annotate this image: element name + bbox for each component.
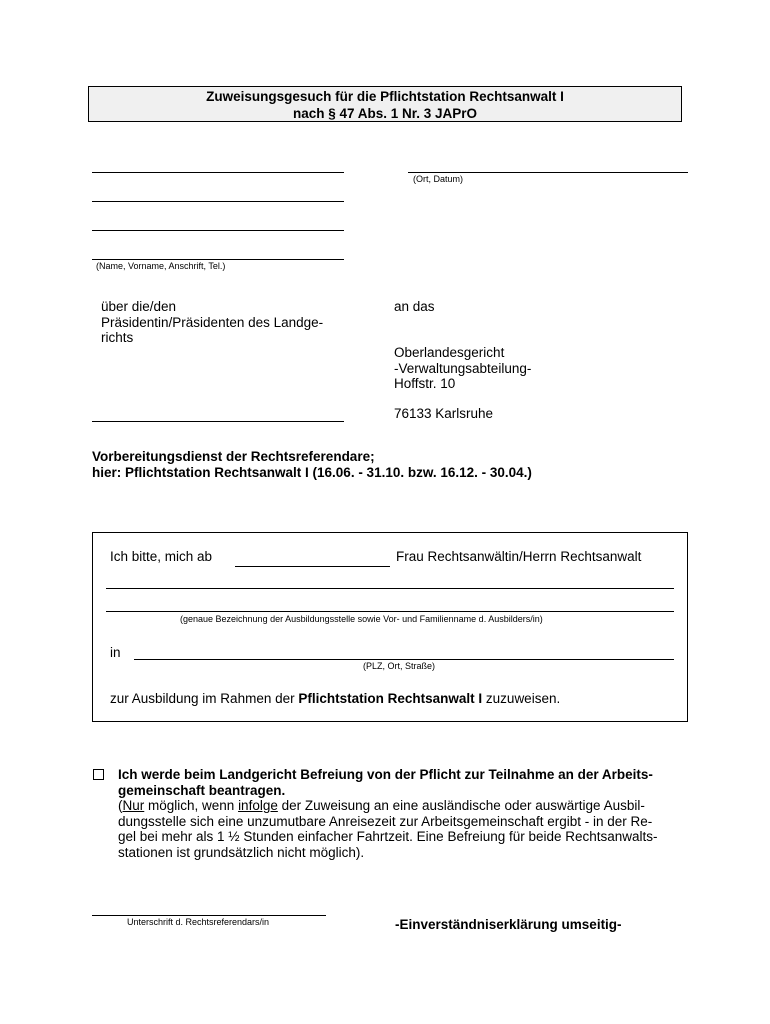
sender-line-2[interactable] — [92, 201, 344, 202]
trainer-label: (genaue Bezeichnung der Ausbildungsstelle sowie Vor- und Familienname d. Ausbilders/in) — [180, 614, 543, 624]
ort-datum-line[interactable] — [408, 172, 688, 173]
exemption-note-line-3: gel bei mehr als 1 ½ Stunden einfacher Fahrtzeit. Eine Befreiung für beide Rechtsanwalts- — [118, 829, 658, 844]
sender-line-3[interactable] — [92, 230, 344, 231]
subject-line-2: hier: Pflichtstation Rechtsanwalt I (16.06. - 31.10. bzw. 16.12. - 30.04.) — [92, 464, 532, 480]
exemption-note-line-1 — [118, 798, 678, 814]
in-label: in — [110, 645, 121, 660]
subject-block — [92, 449, 532, 480]
closing-suffix: zuzuweisen. — [485, 691, 561, 706]
recipient-line-2: -Verwaltungsabteilung- — [394, 360, 532, 376]
via-signature-line[interactable] — [92, 421, 344, 422]
ort-datum-label: (Ort, Datum) — [413, 174, 464, 184]
closing-sentence — [110, 691, 560, 707]
note-infolge: infolge — [238, 798, 278, 813]
signature-line[interactable] — [92, 915, 326, 916]
subject-line-1: Vorbereitungsdienst der Rechtsreferendare; — [92, 449, 375, 464]
via-block — [101, 299, 323, 346]
via-line-1: über die/den — [101, 299, 177, 314]
document-title — [88, 86, 682, 122]
exemption-note-line-4: stationen ist grundsätzlich nicht möglich). — [118, 844, 365, 860]
note-nur: Nur — [122, 798, 145, 813]
note-b: der Zuweisung an eine ausländische oder auswärtige Ausbil- — [277, 798, 645, 813]
exemption-bold-line-1: Ich werde beim Landgericht Befreiung von der Pflicht zur Teilnahme an der Arbeits- — [118, 767, 653, 782]
start-date-field[interactable] — [235, 566, 390, 567]
name-label: (Name, Vorname, Anschrift, Tel.) — [96, 261, 226, 271]
sender-line-1[interactable] — [92, 172, 344, 173]
recipient-intro: an das — [394, 299, 435, 314]
request-prefix: Ich bitte, mich ab — [110, 549, 213, 564]
trainer-line-2[interactable] — [106, 611, 674, 612]
via-line-2: Präsidentin/Präsidenten des Landge- — [101, 314, 324, 330]
exemption-bold-line-2: gemeinschaft beantragen. — [118, 782, 286, 798]
address-field[interactable] — [134, 659, 674, 660]
request-suffix: Frau Rechtsanwältin/Herrn Rechtsanwalt — [396, 549, 642, 564]
recipient-line-1: Oberlandesgericht — [394, 345, 505, 360]
title-line-1: Zuweisungsgesuch für die Pflichtstation Rechtsanwalt I — [206, 89, 564, 104]
recipient-block — [394, 345, 531, 392]
note-open: ( — [118, 798, 123, 813]
closing-bold: Pflichtstation Rechtsanwalt I — [298, 691, 483, 706]
trainer-line-1[interactable] — [106, 588, 674, 589]
sender-line-4[interactable] — [92, 259, 344, 260]
exemption-note-line-2: dungsstelle sich eine unzumutbare Anreisezeit zur Arbeitsgemeinschaft ergibt - in der Re- — [118, 813, 653, 829]
exemption-text — [118, 767, 678, 860]
address-label: (PLZ, Ort, Straße) — [363, 661, 436, 671]
exemption-checkbox[interactable] — [93, 769, 104, 780]
signature-label: Unterschrift d. Rechtsreferendars/in — [127, 917, 270, 927]
via-line-3: richts — [101, 330, 134, 345]
recipient-city: 76133 Karlsruhe — [394, 406, 494, 421]
consent-note: -Einverständniserklärung umseitig- — [395, 917, 622, 932]
recipient-line-3: Hoffstr. 10 — [394, 376, 456, 391]
title-line-2: nach § 47 Abs. 1 Nr. 3 JAPrO — [292, 106, 478, 121]
closing-prefix: zur Ausbildung im Rahmen der — [110, 691, 295, 706]
note-a: möglich, wenn — [144, 798, 239, 813]
